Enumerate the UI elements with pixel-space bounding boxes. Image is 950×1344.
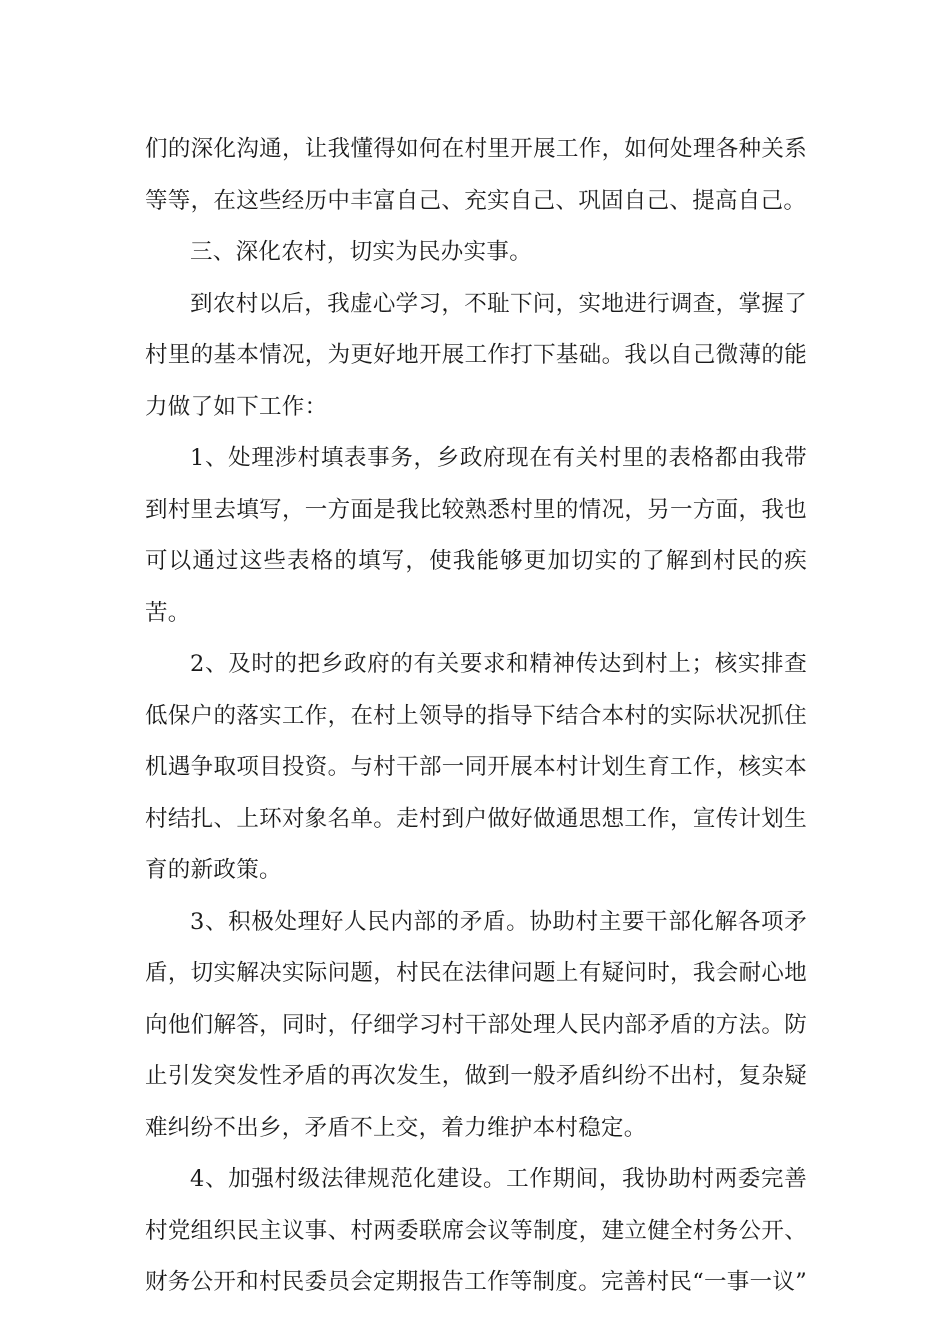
list-item-2: 2、及时的把乡政府的有关要求和精神传达到村上；核实排查低保户的落实工作，在村上领导的指导下结合本村的实际状况抓住机遇争取项目投资。与村干部一同开展本村计划生育工作，核实本村结扎、上环对象名单。走村到户做好做通思想工作，宣传计划生育的新政策。 bbox=[145, 651, 807, 883]
paragraph-continuation: 们的深化沟通，让我懂得如何在村里开展工作，如何处理各种关系等等，在这些经历中丰富自己、充实自己、巩固自己、提高自己。 bbox=[145, 136, 807, 214]
list-item-1: 1、处理涉村填表事务，乡政府现在有关村里的表格都由我带到村里去填写，一方面是我比较熟悉村里的情况，另一方面，我也可以通过这些表格的填写，使我能够更加切实的了解到村民的疾苦。 bbox=[145, 445, 807, 626]
section-heading-three: 三、深化农村，切实为民办实事。 bbox=[190, 239, 533, 265]
document-body bbox=[145, 124, 807, 1309]
paragraph-intro: 到农村以后，我虚心学习，不耻下问，实地进行调查，掌握了村里的基本情况，为更好地开展工作打下基础。我以自己微薄的能力做了如下工作： bbox=[145, 290, 807, 420]
list-item-3: 3、积极处理好人民内部的矛盾。协助村主要干部化解各项矛盾，切实解决实际问题，村民在法律问题上有疑问时，我会耐心地向他们解答，同时，仔细学习村干部处理人民内部矛盾的方法。防止引发突发性矛盾的再次发生，做到一般矛盾纠纷不出村，复杂疑难纠纷不出乡，矛盾不上交，着力维护本村稳定。 bbox=[145, 908, 807, 1141]
list-item-4: 4、加强村级法律规范化建设。工作期间，我协助村两委完善村党组织民主议事、村两委联席会议等制度，建立健全村务公开、财务公开和村民委员会定期报告工作等制度。完善村民“一事一议” bbox=[145, 1166, 808, 1295]
